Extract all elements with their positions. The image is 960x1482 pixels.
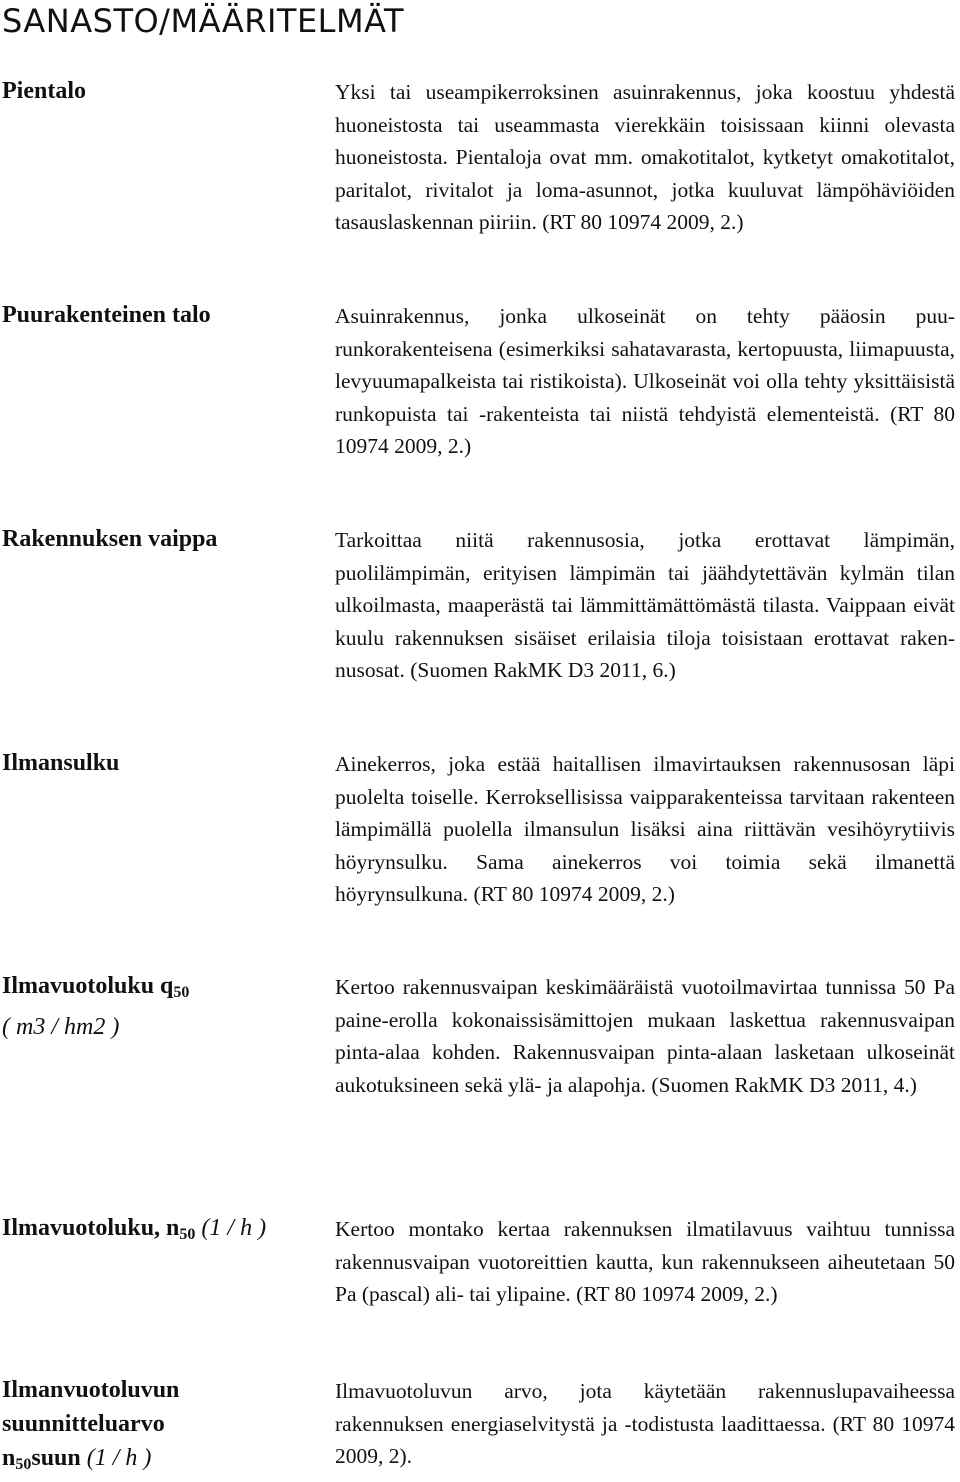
unit-formula: ( m3 / hm2 ) [2, 1014, 120, 1040]
definition: Ilmavuotoluvun arvo, jota käytetään rakennuslupavaiheessa rakennuksen energiaselvitystä ja -todistusta laadittaessa. (RT 80 10974 2009, 2). [335, 1379, 955, 1468]
term-line: suunnitteluarvo [2, 1411, 165, 1437]
unit-formula: (1 / h ) [201, 1215, 267, 1241]
definition: Yksi tai useampikerroksinen asuinrakennus, joka koostuu yhdestä huoneistosta tai useammasta vierekkäin toisissaan kiinni olevasta huoneistosta. Pientaloja ovat mm. omakotitalot, kytketyt omakotitalot, paritalot, rivitalot ja loma-asunnot, jotka kuuluvat lämpöhäviöiden tasauslaskennan piiriin. (RT 80 10974 2009, 2.) [335, 80, 955, 234]
definition: Kertoo rakennusvaipan keskimääräistä vuotoilmavirtaa tunnissa 50 Pa paine-erolla kokonaissisämittojen mukaan laskettua rakennusvaipan pinta-alaa kohden. Rakennusvaipan pinta-alaan lasketaan ulkoseinät aukotuksineen sekä ylä- ja alapohja. (Suomen RakMK D3 2011, 4.) [335, 975, 955, 1097]
term-symbol: n [2, 1445, 16, 1471]
definition: Kertoo montako kertaa rakennuksen ilmatilavuus vaihtuu tunnissa rakennusvaipan vuotoreittien kautta, kun rakennukseen aiheutetaan 50 Pa (pascal) ali- tai ylipaine. (RT 80 10974 2009, 2.) [335, 1217, 955, 1306]
term-label: Ilmavuotoluku q [2, 973, 174, 999]
term [2, 969, 320, 1044]
term-subscript: 50 [179, 1226, 196, 1243]
term: Puurakenteinen talo [2, 302, 211, 328]
term-label: Ilmavuotoluku, n [2, 1215, 180, 1241]
term-subscript: 50 [173, 984, 190, 1001]
unit-formula: (1 / h ) [86, 1445, 152, 1471]
page-title: SANASTO/MÄÄRITELMÄT [2, 2, 405, 40]
term-subscript: 50 [15, 1456, 32, 1473]
definition: Asuinrakennus, jonka ulkoseinät on tehty pääosin puurunkorakenteisena (esimerkiksi sahatavarasta, kertopuusta, liimapuusta, levyuumapalkeista tai ristikoista). Ulkoseinät voi olla tehty yksittäisistä runkopuista tai -rakenteista tai niistä tehdyistä elementeistä. (RT 80 10974 2009, 2.) [335, 304, 955, 458]
term-line: Ilmanvuotoluvun [2, 1377, 180, 1403]
term-suffix: suun [31, 1445, 81, 1471]
term [2, 1211, 320, 1252]
term: Pientalo [2, 78, 86, 104]
term: Rakennuksen vaippa [2, 526, 218, 552]
term: Ilmansulku [2, 750, 120, 776]
definition: Tarkoittaa niitä rakennusosia, jotka erottavat lämpimän, puolilämpimän, erityisen lämpimän tai jäähdytettävän kylmän tilan ulkoilmasta, maaperästä tai lämmittämättömästä tilasta. Vaippaan eivät kuulu rakennuksen sisäiset erilaisia tiloja toisistaan erottavat rakennusosat. (Suomen RakMK D3 2011, 6.) [335, 528, 955, 682]
definition: Ainekerros, joka estää haitallisen ilmavirtauksen rakennusosan läpi puolelta toiselle. Kerroksellisissa vaipparakenteissa tarvitaan rakenteen lämpimällä puolella ilmansulun lisäksi aina riittävän vesihöyrytiivis höyrynsulku. Sama ainekerros voi toimia sekä ilmanettä höyrynsulkuna. (RT 80 10974 2009, 2.) [335, 752, 955, 906]
term [2, 1373, 320, 1482]
